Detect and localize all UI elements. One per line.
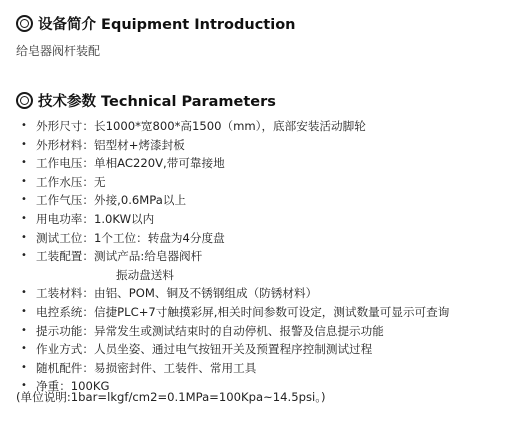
bullet-icon: • [21, 287, 27, 299]
parameter-text: 工作水压：无 [36, 174, 106, 189]
parameter-text: 提示功能：异常发生或测试结束时的自动停机、报警及信息提示功能 [36, 323, 384, 338]
bullet-icon: • [21, 343, 27, 355]
parameter-text: 测试工位：1个工位：转盘为4分度盘 [36, 230, 225, 245]
parameter-item [16, 229, 512, 248]
parameter-item [16, 191, 512, 210]
parameter-item [16, 303, 512, 322]
unit-note: (单位说明:1bar=lkgf/cm2=0.1MPa=100Kpa~14.5psi。) [16, 390, 326, 404]
parameter-item [16, 117, 512, 136]
parameter-item [16, 136, 512, 155]
parameter-text: 工装配置：测试产品:给皂器阀杆 [36, 249, 203, 264]
parameter-item [16, 284, 512, 303]
parameter-item [16, 340, 512, 359]
parameter-item [16, 322, 512, 341]
bullet-icon: • [21, 157, 27, 169]
bullet-icon: • [21, 250, 27, 262]
parameter-item [16, 173, 512, 192]
bullet-icon: • [21, 212, 27, 224]
equipment-description: 给皂器阀杆装配 [16, 44, 101, 58]
bullet-icon: • [21, 380, 27, 392]
bullet-icon: • [21, 305, 27, 317]
parameter-text: 电控系统：信捷PLC+7寸触摸彩屏,相关时间参数可设定，测试数量可显示可查询 [36, 304, 450, 319]
parameter-item [16, 210, 512, 229]
parameter-text: 工作电压：单相AC220V,带可靠接地 [36, 156, 225, 171]
bullet-icon: • [21, 361, 27, 373]
bullet-icon: • [21, 138, 27, 150]
parameter-text: 工作气压：外接,0.6MPa以上 [36, 193, 187, 208]
section-technical-parameters [16, 88, 276, 112]
parameter-list [16, 117, 512, 396]
bullet-icon: • [21, 324, 27, 336]
parameter-text: 随机配件：易损密封件、工装件、常用工具 [36, 360, 257, 375]
bullet-icon: • [21, 175, 27, 187]
parameter-text: 外形材料：铝型材+烤漆封板 [36, 137, 185, 152]
section-equipment-introduction [16, 11, 296, 35]
parameter-text: 作业方式：人员坐姿、通过电气按钮开关及预置程序控制测试过程 [36, 342, 373, 357]
parameter-text: 用电功率：1.0KW以内 [36, 211, 155, 226]
parameter-item [16, 359, 512, 378]
parameter-text: 工装材料：由铝、POM、铜及不锈钢组成（防锈材料） [36, 286, 318, 301]
parameter-item [16, 154, 512, 173]
parameter-text: 外形尺寸：长1000*宽800*高1500（mm），底部安装活动脚轮 [36, 119, 366, 133]
bullet-icon: • [21, 194, 27, 206]
bullet-icon: • [21, 120, 27, 131]
double-circle-icon [16, 92, 33, 109]
double-circle-icon [16, 15, 33, 32]
parameter-continuation: 振动盘送料 [116, 267, 174, 282]
section-title: 设备简介 Equipment Introduction [38, 16, 296, 33]
parameter-text: 净重：100KG [36, 379, 110, 394]
parameter-item [16, 247, 512, 266]
section-title: 技术参数 Technical Parameters [38, 93, 276, 110]
bullet-icon: • [21, 231, 27, 243]
